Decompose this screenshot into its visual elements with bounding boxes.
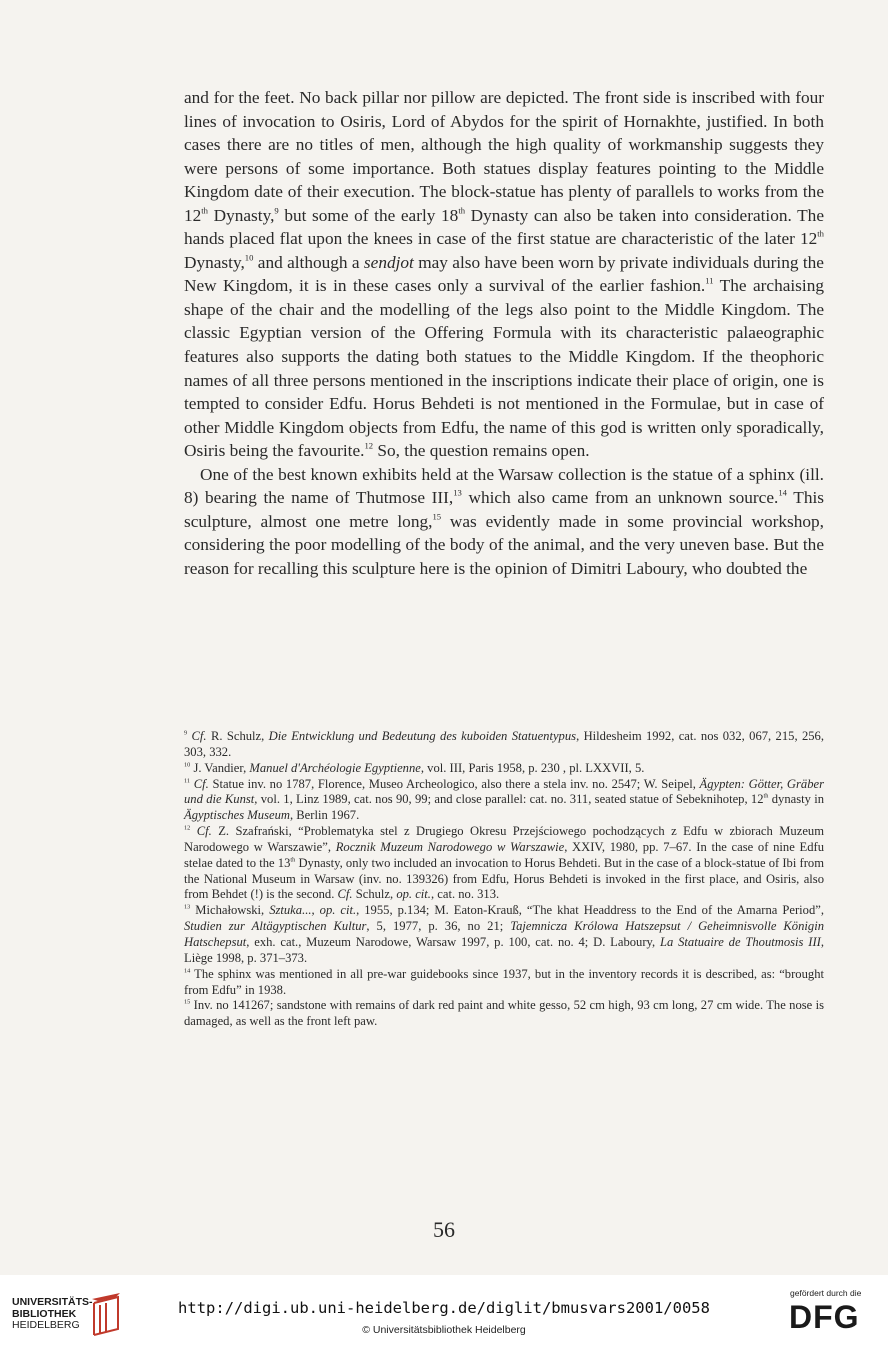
funder-caption: gefördert durch die	[790, 1288, 862, 1298]
footnote-10: $^{10}$ J. Vandier, Manuel d'Archéologie Egyptienne, vol. III, Paris 1958, p. 230 , pl. LXXVII, 5.	[184, 760, 645, 775]
footnote-11: $^{11}$ Cf. Statue inv. no 1787, Florence, Museo Archeologico, also there a stela inv. no. 2547; W. Seipel, Ägypten: Götter, Gräber und die Kunst, vol. 1, Linz 1989, cat. nos 90, 99; and close parallel: cat. no. 311, seated statue of Sebeknihotep, 12th dynasty in Ägyptisches Museum, Berlin 1967.	[184, 776, 824, 823]
footnote-14: $^{14}$ The sphinx was mentioned in all pre-war guidebooks since 1937, but in the inventory records it is described, as: “brought from Edfu” in 1938.	[184, 966, 824, 997]
footnote-ref-13[interactable]: 13	[453, 487, 462, 498]
main-text	[184, 86, 824, 580]
footnote-ref-12[interactable]: 12	[364, 440, 374, 451]
page-number: 56	[433, 1217, 455, 1242]
footnote-ref-15[interactable]: 15	[432, 511, 442, 522]
paragraph-1: and for the feet. No back pillar nor pillow are depicted. The front side is inscribed with four lines of invocation to Osiris, Lord of Abydos for the spirit of Hornakhte, justified. In both cases there are no titles of men, although the high quality of workmanship suggests they were persons of some importance. Both statues display features pointing to the Middle Kingdom date of their execution. The block-statue has plenty of parallels to works from the 12th Dynasty,$^9$ but some of the early 18th Dynasty can also be taken into consideration. The hands placed flat upon the knees in case of the first statue are characteristic of the later 12th Dynasty,$^{10}$ and although a sendjot may also have been worn by private individuals during the New Kingdom, it is in these cases only a survival of the earlier fashion.$^{11}$ The archaising shape of the chair and the modelling of the legs also point to the Middle Kingdom. The classic Egyptian version of the Offering Formula with its characteristic palaeographic features also supports the dating both statues to the Middle Kingdom. If the theophoric names of all three persons mentioned in the inscriptions indicate their place of origin, one is tempted to consider Edfu. Horus Behdeti is not mentioned in the Formulae, but in case of other Middle Kingdom objects from Edfu, the name of this god is written only sporadically, Osiris being the favourite.$^{12}$ So, the question remains open.	[184, 88, 824, 461]
footnote-ref-10[interactable]: 10	[244, 252, 254, 263]
copyright-notice: © Universitätsbibliothek Heidelberg	[362, 1324, 526, 1336]
footnotes	[184, 729, 824, 1030]
footnote-15: $^{15}$ Inv. no 141267; sandstone with remains of dark red paint and white gesso, 52 cm high, 93 cm long, 27 cm wide. The nose is damaged, as well as the front left paw.	[184, 998, 824, 1029]
digitization-footer	[0, 1275, 888, 1345]
library-logo-text[interactable]: UNIVERSITÄTS- BIBLIOTHEK HEIDELBERG	[12, 1296, 93, 1331]
dfg-logo[interactable]: DFG	[789, 1299, 860, 1335]
footnote-12: $^{12}$ Cf. Z. Szafrański, “Problematyka stel z Drugiego Okresu Przejściowego pochodzących z Edfu w zbiorach Muzeum Narodowego w Warszawie”, Rocznik Muzeum Narodowego w Warszawie, XXIV, 1980, pp. 7–67. In the case of nine Edfu stelae dated to the 13th Dynasty, only two included an invocation to Horus Behdeti. But in the case of a block-statue of Ibi from the National Museum in Warsaw (inv. no. 139326) from Edfu, Horus Behdeti is invoked in the first place, and Osiris, also from Behdet (!) is the second. Cf. Schulz, op. cit., cat. no. 313.	[184, 824, 824, 902]
permalink-url[interactable]: http://digi.ub.uni-heidelberg.de/diglit/bmusvars2001/0058	[178, 1299, 710, 1317]
footnote-ref-9[interactable]: 9	[274, 205, 279, 216]
footnote-ref-14[interactable]: 14	[778, 487, 787, 498]
footnote-9: $^9$ Cf. R. Schulz, Die Entwicklung und Bedeutung des kuboiden Statuentypus, Hildesheim 1992, cat. nos 032, 067, 215, 256, 303, 332.	[184, 729, 825, 759]
footnote-ref-11[interactable]: 11	[705, 276, 714, 287]
footnote-13: $^{13}$ Michałowski, Sztuka..., op. cit., 1955, p.134; M. Eaton-Krauß, “The khat Headdress to the End of the Amarna Period”, Studien zur Altägyptischen Kultur, 5, 1977, p. 36, no 21; Tajemnicza Królowa Hatszepsut / Geheimnisvolle Königin Hatschepsut, exh. cat., Muzeum Narodowe, Warsaw 1997, p. 100, cat. no. 4; D. Laboury, La Statuaire de Thoutmosis III, Liège 1998, p. 371–373.	[184, 903, 824, 965]
paragraph-2: One of the best known exhibits held at the Warsaw collection is the statue of a sphinx (ill. 8) bearing the name of Thutmose III,$^{13}$ which also came from an unknown source.$^{14}$ This sculpture, almost one metre long,$^{15}$ was evidently made in some provincial workshop, considering the poor modelling of the body of the animal, and the very uneven base. But the reason for recalling this sculpture here is the opinion of Dimitri Laboury, who doubted the	[184, 464, 824, 578]
